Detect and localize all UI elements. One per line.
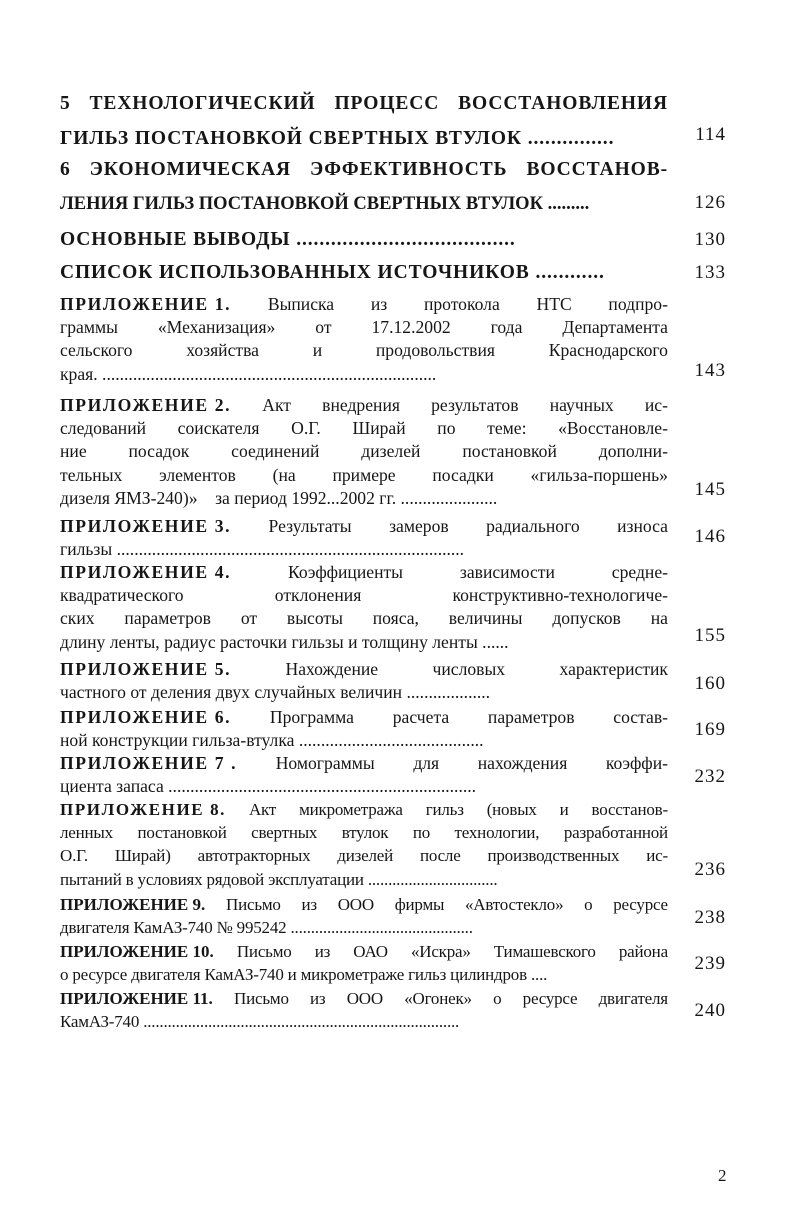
word: технологии, (454, 823, 540, 843)
appendix-4-label: ПРИЛОЖЕНИЕ 4. (60, 562, 232, 582)
word: посадки (432, 464, 494, 485)
word: соискателя (177, 418, 260, 439)
word: нахождения (477, 753, 568, 773)
word: отклонения (274, 585, 362, 606)
word: результатов (431, 395, 519, 415)
word: о (584, 895, 593, 914)
page-ref-155: 155 (694, 625, 726, 646)
word: НТС (536, 294, 572, 314)
word: года (490, 317, 523, 338)
word: гильз (425, 800, 464, 819)
word: и (559, 800, 569, 819)
appendix-1-line-4: края. ............................................................................ (60, 363, 437, 384)
page-ref-143: 143 (694, 360, 726, 381)
word: параметров (487, 707, 575, 727)
word: Департамента (562, 317, 668, 338)
toc-section-5 (60, 86, 668, 156)
word: после (419, 846, 461, 866)
word: граммы (60, 317, 118, 338)
toc-appendix-8 (60, 798, 668, 891)
sources-heading: СПИСОК ИСПОЛЬЗОВАННЫХ ИСТОЧНИКОВ ............ (60, 262, 605, 283)
appendix-1-line-1 (60, 293, 668, 316)
word: ресурсе (522, 989, 578, 1008)
word: «Искра» (410, 942, 471, 961)
word: восстанов- (591, 800, 668, 819)
appendix-1-line-2 (60, 316, 668, 339)
toc-appendix-6 (60, 706, 668, 752)
word: хозяйства (186, 340, 259, 361)
word: по (412, 823, 431, 843)
word: следований (60, 418, 147, 439)
word: Письмо (236, 942, 292, 961)
word: Тимашевского (493, 942, 596, 961)
page-ref-238: 238 (694, 907, 726, 928)
appendix-6-line-2: ной конструкции гильза-втулка .......................................... (60, 730, 484, 751)
toc-appendix-4 (60, 561, 668, 654)
word: от (315, 317, 332, 338)
appendix-5-line-2: частного от деления двух случайных величин ................... (60, 682, 491, 703)
word: научных (549, 395, 614, 415)
word: и (312, 340, 323, 361)
word: свертных (251, 823, 318, 843)
appendix-4-line-2 (60, 584, 668, 607)
word: «Восстановле- (558, 418, 668, 439)
word: ресурсе (613, 895, 668, 914)
word: Коэффициенты (288, 562, 403, 582)
appendix-8-label: ПРИЛОЖЕНИЕ 8. (60, 800, 227, 819)
word: из (301, 895, 317, 914)
word: ис- (646, 846, 668, 866)
appendix-3-line-2: гильзы ............................................................................... (60, 539, 465, 560)
appendix-8-line-4: пытаний в условиях рядовой эксплуатации ................................ (60, 869, 498, 889)
word: ских (60, 608, 95, 629)
word: протокола (423, 294, 500, 314)
toc-appendix-7 (60, 752, 668, 798)
word: постановкой (462, 441, 557, 462)
word: 17.12.2002 (371, 317, 451, 338)
word: района (618, 942, 668, 961)
word: радиального (486, 516, 580, 536)
word: о (493, 989, 502, 1008)
word: параметров (124, 608, 211, 629)
word: Краснодарского (548, 340, 668, 361)
appendix-11-line-1 (60, 987, 668, 1010)
word: «гильза-поршень» (530, 464, 668, 485)
appendix-7-label: ПРИЛОЖЕНИЕ 7 . (60, 753, 238, 773)
word: Акт (262, 395, 291, 415)
word: Ширай (352, 418, 406, 439)
word: автотракторных (197, 846, 311, 866)
appendix-11-line-2: КамАЗ-740 .............................................................................. (60, 1012, 460, 1032)
word: 6 (60, 159, 71, 180)
appendix-2-line-2 (60, 417, 668, 440)
conclusions-heading: ОСНОВНЫЕ ВЫВОДЫ ...................................... (60, 229, 516, 250)
page-ref-239: 239 (694, 953, 726, 974)
word: Выписка (267, 294, 335, 314)
word: двигателя (598, 989, 668, 1008)
word: ВОССТАНОВ- (526, 159, 668, 180)
page-ref-240: 240 (694, 1000, 726, 1021)
appendix-8-line-1 (60, 798, 668, 821)
word: для (413, 753, 440, 773)
word: ЭФФЕКТИВНОСТЬ (310, 159, 508, 180)
word: от (240, 608, 258, 629)
word: элементов (159, 464, 236, 485)
word: подпро- (608, 294, 668, 314)
word: из (370, 294, 388, 314)
word: износа (617, 516, 668, 536)
word: тельных (60, 464, 123, 485)
page-ref-236: 236 (694, 859, 726, 880)
word: сельского (60, 340, 133, 361)
word: Письмо (226, 895, 281, 914)
section-6-heading-line-1 (60, 152, 668, 187)
page-ref-145: 145 (694, 479, 726, 500)
word: разработанной (563, 823, 668, 843)
word: ВОССТАНОВЛЕНИЯ (458, 93, 668, 114)
word: О.Г. (60, 846, 88, 866)
appendix-11-label: ПРИЛОЖЕНИЕ 11. (60, 989, 213, 1008)
appendix-4-line-4: длину ленты, радиус расточки гильзы и толщину ленты ...... (60, 631, 509, 652)
appendix-3-line-1 (60, 515, 668, 538)
appendix-2-line-3 (60, 440, 668, 463)
word: фирмы (394, 895, 445, 914)
word: «Огонек» (404, 989, 472, 1008)
appendix-10-line-2: о ресурсе двигателя КамАЗ-740 и микрометраже гильз цилиндров .... (60, 965, 548, 985)
word: Номограммы (275, 753, 375, 773)
section-6-heading-line-2: ЛЕНИЯ ГИЛЬЗ ПОСТАНОВКОЙ СВЕРТНЫХ ВТУЛОК ......... (60, 194, 590, 214)
word: ООО (346, 989, 383, 1008)
word: на (650, 608, 668, 629)
word: состав- (613, 707, 668, 727)
word: 5 (60, 93, 71, 114)
appendix-10-label: ПРИЛОЖЕНИЕ 10. (60, 942, 214, 961)
word: дизелей (337, 846, 394, 866)
word: (новых (486, 800, 537, 819)
page-ref-146: 146 (694, 526, 726, 547)
section-5-heading-line-2: ГИЛЬЗ ПОСТАНОВКОЙ СВЕРТНЫХ ВТУЛОК ............... (60, 128, 615, 149)
word: дополни- (598, 441, 668, 462)
appendix-1-line-3 (60, 339, 668, 362)
toc-appendix-9 (60, 893, 668, 939)
word: Нахождение (285, 659, 379, 679)
word: ООО (337, 895, 374, 914)
word: числовых (432, 659, 506, 679)
appendix-2-label: ПРИЛОЖЕНИЕ 2. (60, 395, 232, 415)
page-ref-130: 130 (694, 229, 726, 250)
appendix-3-label: ПРИЛОЖЕНИЕ 3. (60, 516, 232, 536)
word: замеров (389, 516, 449, 536)
page-ref-169: 169 (694, 719, 726, 740)
word: Программа (269, 707, 354, 727)
word: из (310, 989, 326, 1008)
word: из (314, 942, 331, 961)
toc-sources (60, 255, 668, 290)
word: высоты (286, 608, 343, 629)
appendix-9-label: ПРИЛОЖЕНИЕ 9. (60, 895, 206, 914)
toc-appendix-5 (60, 658, 668, 704)
appendix-5-label: ПРИЛОЖЕНИЕ 5. (60, 659, 232, 679)
appendix-9-line-1 (60, 893, 668, 916)
word: коэффи- (605, 753, 668, 773)
word: Письмо (234, 989, 289, 1008)
word: микрометража (299, 800, 403, 819)
word: расчета (392, 707, 450, 727)
word: ленных (60, 823, 113, 843)
page-ref-133: 133 (694, 262, 726, 283)
page-ref-160: 160 (694, 673, 726, 694)
word: дизелей (361, 441, 421, 462)
word: допусков (552, 608, 621, 629)
word: средне- (611, 562, 668, 582)
word: соединений (231, 441, 320, 462)
page-ref-232: 232 (694, 766, 726, 787)
toc-appendix-2 (60, 394, 668, 510)
appendix-8-line-3 (60, 844, 668, 867)
word: ОАО (353, 942, 388, 961)
word: зависимости (459, 562, 555, 582)
word: квадратического (60, 585, 184, 606)
appendix-7-line-1 (60, 752, 668, 775)
appendix-1-label: ПРИЛОЖЕНИЕ 1. (60, 294, 232, 314)
appendix-9-line-2: двигателя КамАЗ-740 № 995242 ............................................. (60, 918, 473, 938)
word: величины (448, 608, 523, 629)
word: (на (272, 464, 296, 485)
word: посадок (128, 441, 190, 462)
word: постановкой (137, 823, 227, 843)
word: Акт (248, 800, 277, 819)
section-5-heading-line-1 (60, 86, 668, 121)
appendix-6-line-1 (60, 706, 668, 729)
appendix-6-label: ПРИЛОЖЕНИЕ 6. (60, 707, 232, 727)
appendix-2-line-5: дизеля ЯМЗ-240)» за период 1992...2002 гг. ...................... (60, 487, 498, 508)
toc-appendix-1 (60, 293, 668, 386)
toc-section-6 (60, 152, 668, 222)
word: теме: (487, 418, 527, 439)
word: «Автостекло» (465, 895, 564, 914)
toc-appendix-3 (60, 515, 668, 561)
word: характеристик (559, 659, 668, 679)
page-ref-114: 114 (695, 124, 726, 145)
word: ис- (644, 395, 668, 415)
word: ние (60, 441, 87, 462)
word: внедрения (322, 395, 400, 415)
word: втулок (341, 823, 389, 843)
appendix-7-line-2: циента запаса ...................................................................... (60, 776, 477, 797)
toc-appendix-10 (60, 940, 668, 986)
word: по (437, 418, 456, 439)
word: ПРОЦЕСС (334, 93, 440, 114)
word: О.Г. (291, 418, 321, 439)
word: продовольствия (375, 340, 495, 361)
appendix-10-line-1 (60, 940, 668, 963)
toc-appendix-11 (60, 987, 668, 1033)
appendix-2-line-1 (60, 394, 668, 417)
appendix-4-line-1 (60, 561, 668, 584)
toc-conclusions (60, 222, 668, 257)
word: конструктивно-технологиче- (452, 585, 668, 606)
appendix-5-line-1 (60, 658, 668, 681)
word: ЭКОНОМИЧЕСКАЯ (89, 159, 292, 180)
word: «Механизация» (157, 317, 276, 338)
appendix-4-line-3 (60, 607, 668, 630)
page-ref-126: 126 (694, 192, 726, 213)
appendix-8-line-2 (60, 821, 668, 844)
word: Ширай) (114, 846, 171, 866)
appendix-2-line-4 (60, 464, 668, 487)
word: примере (332, 464, 396, 485)
word: Результаты (268, 516, 352, 536)
page-number: 2 (718, 1166, 727, 1185)
word: ТЕХНОЛОГИЧЕСКИЙ (89, 93, 316, 114)
word: пояса, (372, 608, 419, 629)
word: производственных (487, 846, 620, 866)
